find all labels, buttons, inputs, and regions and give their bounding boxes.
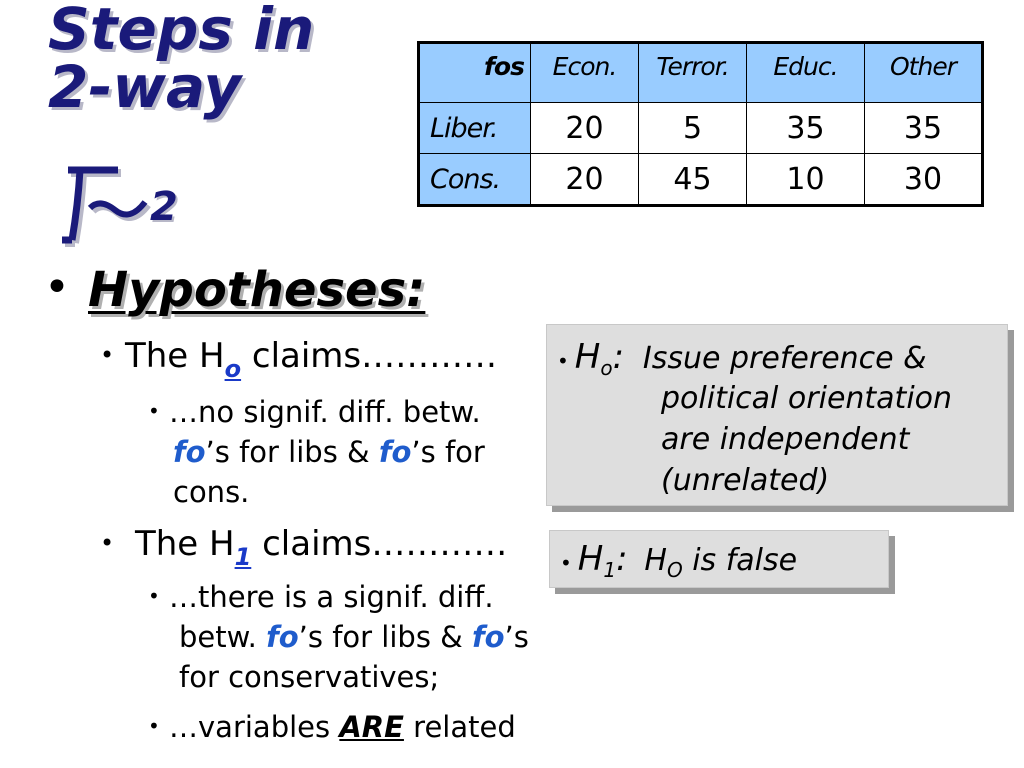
table-cell: 45 (639, 154, 747, 206)
h1-detail-line-2: betw. fo’s for libs & fo’s (179, 620, 529, 654)
table-corner-cell: fos (419, 43, 531, 103)
h1-definition-text: $H_O$ is false (644, 543, 798, 582)
bullet-icon: • (557, 349, 569, 373)
bullet-icon: • (148, 399, 160, 423)
table-row (419, 154, 983, 206)
chi-subscript: 2 (150, 184, 178, 230)
column-header: Econ. (531, 43, 639, 103)
column-header: Terror. (639, 43, 747, 103)
table-cell: 35 (865, 103, 983, 154)
h0-detail-line-2: fo’s for libs & fo’s for (173, 435, 485, 469)
bullet-icon: • (100, 341, 115, 369)
table-cell: 30 (865, 154, 983, 206)
h1-detail-line-3: for conservatives; (179, 660, 440, 694)
slide-title (48, 0, 315, 121)
table-cell: 35 (747, 103, 865, 154)
h0-detail: • …no signif. diff. betw. (148, 395, 481, 429)
title-line-1: Steps in (48, 0, 315, 63)
h0-definition-line-3: are independent (661, 422, 910, 457)
h0-definition-line-4: (unrelated) (661, 463, 830, 498)
title-line-2: 2-way (48, 53, 242, 121)
table-cell: 10 (747, 154, 865, 206)
h0-definition-line-1: Issue preference & (642, 341, 927, 376)
h0-detail-line-3: cons. (173, 475, 250, 509)
bullet-icon: • (44, 262, 70, 313)
table-cell: 20 (531, 103, 639, 154)
h1-definition-box: • $H_1$: $H_O$ is false (549, 530, 889, 588)
hypotheses-heading: Hypotheses: (88, 262, 426, 318)
table-cell: 5 (639, 103, 747, 154)
h1-detail: • …there is a signif. diff. (148, 580, 494, 614)
h1-detail-related: • …variables ARE related (148, 710, 516, 744)
column-header: Educ. (747, 43, 865, 103)
observed-frequency-table (417, 41, 984, 207)
table-cell: 20 (531, 154, 639, 206)
bullet-icon: • (100, 529, 115, 557)
h0-definition-line-2: political orientation (661, 381, 953, 416)
bullet-icon: • (148, 714, 160, 738)
h0-definition-box: • $H_o$: Issue preference & political orientation are independent (unrelated) (546, 324, 1008, 506)
h1-claim: • The $H_1$ claims………… (100, 524, 508, 571)
bullet-icon: • (148, 584, 160, 608)
column-header: Other (865, 43, 983, 103)
bullet-icon: • (560, 551, 572, 575)
h0-claim: • The $H_o$ claims………… (100, 336, 498, 383)
row-header: Cons. (419, 154, 531, 206)
table-row (419, 103, 983, 154)
table-header-row (419, 43, 983, 103)
row-header: Liber. (419, 103, 531, 154)
